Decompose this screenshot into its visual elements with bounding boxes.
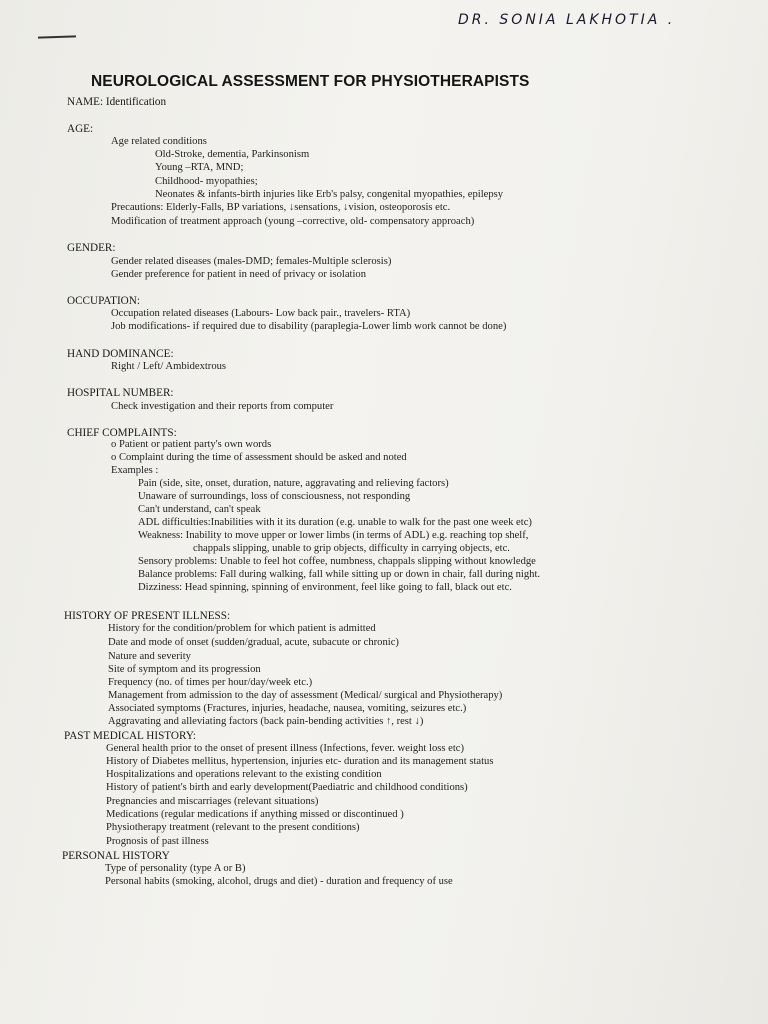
text-line: Personal habits (smoking, alcohol, drugs and diet) - duration and frequency of use xyxy=(105,876,453,887)
text-line: Hospitalizations and operations relevant to the existing condition xyxy=(106,769,382,780)
text-line: History of Diabetes mellitus, hypertension, injuries etc- duration and its management status xyxy=(106,756,494,767)
text-line: Date and mode of onset (sudden/gradual, acute, subacute or chronic) xyxy=(108,637,399,648)
text-line: Can't understand, can't speak xyxy=(138,504,261,515)
bullet-line: o Complaint during the time of assessment should be asked and noted xyxy=(111,452,407,463)
pen-stroke-mark xyxy=(38,35,76,38)
section-heading-history-present-illness: HISTORY OF PRESENT ILLNESS: xyxy=(64,610,231,622)
text-line: Age related conditions xyxy=(111,136,207,147)
text-line: General health prior to the onset of present illness (Infections, fever. weight loss etc) xyxy=(106,743,465,754)
bullet-line: o Patient or patient party's own words xyxy=(111,439,272,450)
text-line: Check investigation and their reports from computer xyxy=(111,401,334,412)
text-line: Young –RTA, MND; xyxy=(155,162,244,173)
text-line: History of patient's birth and early development(Paediatric and childhood conditions) xyxy=(106,782,468,793)
text-line: Pain (side, site, onset, duration, nature, aggravating and relieving factors) xyxy=(138,478,449,489)
document-title: NEUROLOGICAL ASSESSMENT FOR PHYSIOTHERAPISTS xyxy=(91,73,530,90)
text-line: Old-Stroke, dementia, Parkinsonism xyxy=(155,149,310,160)
text-line: Precautions: Elderly-Falls, BP variations, ↓sensations, ↓vision, osteoporosis etc. xyxy=(111,202,451,213)
text-line: Childhood- myopathies; xyxy=(155,176,258,187)
text-line: Pregnancies and miscarriages (relevant situations) xyxy=(106,796,319,807)
section-heading-personal-history: PERSONAL HISTORY xyxy=(62,850,170,862)
text-line: Job modifications- if required due to disability (paraplegia-Lower limb work cannot be done) xyxy=(111,321,507,332)
text-line: Aggravating and alleviating factors (back pain-bending activities ↑, rest ↓) xyxy=(108,716,424,727)
text-line: Management from admission to the day of assessment (Medical/ surgical and Physiotherapy) xyxy=(108,690,503,701)
text-line: Modification of treatment approach (young –corrective, old- compensatory approach) xyxy=(111,216,475,227)
text-line: Balance problems: Fall during walking, fall while sitting up or down in chair, fall during night. xyxy=(138,569,541,580)
text-line: ADL difficulties:Inabilities with it its duration (e.g. unable to walk for the past one week etc) xyxy=(138,517,532,528)
text-line: Unaware of surroundings, loss of consciousness, not responding xyxy=(138,491,411,502)
text-line: chappals slipping, unable to grip objects, difficulty in carrying objects, etc. xyxy=(193,543,510,554)
text-line: Associated symptoms (Fractures, injuries, headache, nausea, vomiting, seizures etc.) xyxy=(108,703,467,714)
text-line: Type of personality (type A or B) xyxy=(105,863,246,874)
section-heading-gender: GENDER: xyxy=(67,242,116,254)
text-line: Dizziness: Head spinning, spinning of environment, feel like going to fall, black out etc. xyxy=(138,582,512,593)
text-line: Examples : xyxy=(111,465,159,476)
text-line: Sensory problems: Unable to feel hot coffee, numbness, chappals slipping without knowledge xyxy=(138,556,536,567)
text-line: Prognosis of past illness xyxy=(106,836,209,847)
author-signature: DR. SONIA LAKHOTIA . xyxy=(458,12,676,28)
text-line: Neonates & infants-birth injuries like Erb's palsy, congenital myopathies, epilepsy xyxy=(155,189,504,200)
text-line: Nature and severity xyxy=(108,651,191,662)
text-line: Occupation related diseases (Labours- Low back pair., travelers- RTA) xyxy=(111,308,411,319)
text-line: Site of symptom and its progression xyxy=(108,664,261,675)
text-line: Frequency (no. of times per hour/day/week etc.) xyxy=(108,677,313,688)
section-heading-age: AGE: xyxy=(67,123,94,135)
section-heading-hand-dominance: HAND DOMINANCE: xyxy=(67,348,174,360)
section-heading-past-medical-history: PAST MEDICAL HISTORY: xyxy=(64,730,197,742)
text-line: Weakness: Inability to move upper or lower limbs (in terms of ADL) e.g. reaching top shelf, xyxy=(138,530,529,541)
section-name: NAME: Identification xyxy=(67,96,167,108)
text-line: Right / Left/ Ambidextrous xyxy=(111,361,227,372)
text-line: Gender preference for patient in need of privacy or isolation xyxy=(111,269,367,280)
text-line: Physiotherapy treatment (relevant to the present conditions) xyxy=(106,822,360,833)
section-heading-occupation: OCCUPATION: xyxy=(67,295,140,307)
section-heading-chief-complaints: CHIEF COMPLAINTS: xyxy=(67,427,177,439)
text-line: Gender related diseases (males-DMD; females-Multiple sclerosis) xyxy=(111,256,392,267)
text-line: History for the condition/problem for which patient is admitted xyxy=(108,623,376,634)
text-line: Medications (regular medications if anything missed or discontinued ) xyxy=(106,809,404,820)
section-heading-hospital-number: HOSPITAL NUMBER: xyxy=(67,387,174,399)
